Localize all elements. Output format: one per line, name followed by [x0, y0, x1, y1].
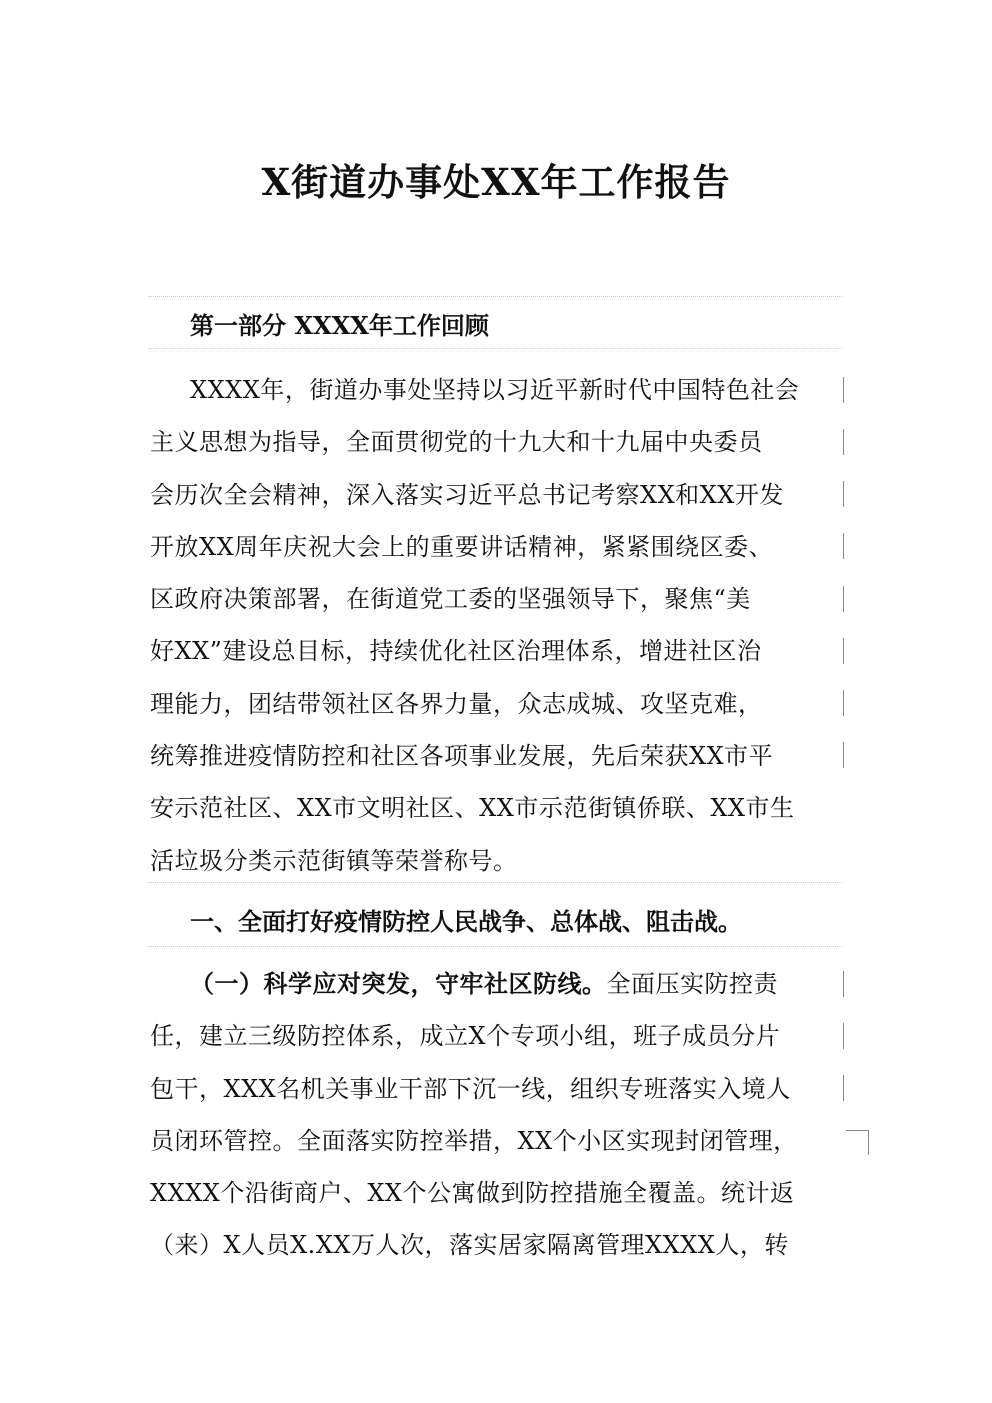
paragraph-line: 活垃圾分类示范街镇等荣誉称号。 [150, 846, 518, 875]
paragraph-line: XXXX年，街道办事处坚持以习近平新时代中国特色社会 [190, 376, 800, 404]
margin-mark [843, 586, 844, 612]
paragraph-text: 全面压实防控责 [606, 970, 778, 998]
paragraph-line: 理能力，团结带领社区各界力量，众志成城、攻坚克难， [150, 689, 763, 718]
margin-mark [843, 971, 844, 997]
paragraph-line: 开放XX周年庆祝大会上的重要讲话精神，紧紧围绕区委、 [150, 532, 774, 561]
paragraph-line: 安示范社区、XX市文明社区、XX市示范街镇侨联、XX市生 [150, 794, 795, 823]
divider [148, 296, 842, 297]
paragraph-line: 包干，XXX名机关事业干部下沉一线，组织专班落实入境人 [150, 1074, 791, 1103]
paragraph-line: 好XX”建设总目标，持续优化社区治理体系，增进社区治 [150, 637, 762, 666]
margin-mark [843, 481, 844, 507]
paragraph-line: 任，建立三级防控体系，成立X个专项小组，班子成员分片 [150, 1022, 781, 1051]
margin-corner-mark [846, 1130, 869, 1155]
margin-mark [843, 742, 844, 768]
paragraph-line: 统筹推进疫情防控和社区各项事业发展，先后荣获XX市平 [150, 742, 774, 771]
intro-paragraph [150, 364, 850, 887]
paragraph-line: 主义思想为指导，全面贯彻党的十九大和十九届中央委员 [150, 428, 763, 457]
margin-mark [843, 377, 844, 403]
subsection-lead: （一）科学应对突发，守牢社区防线。 [190, 969, 607, 998]
paragraph-line [150, 958, 850, 1010]
divider [148, 348, 842, 349]
margin-mark [843, 1023, 844, 1049]
margin-mark [843, 533, 844, 559]
paragraph-line: XXXX个沿街商户、XX个公寓做到防控措施全覆盖。统计返 [150, 1179, 795, 1208]
margin-mark [843, 429, 844, 455]
document-title: X街道办事处XX年工作报告 [261, 160, 731, 204]
margin-mark [843, 1075, 844, 1101]
divider [148, 882, 842, 883]
margin-mark [843, 638, 844, 664]
paragraph-line: 区政府决策部署，在街道党工委的坚强领导下，聚焦“美 [150, 585, 751, 614]
margin-mark [843, 690, 844, 716]
section-heading: 一、全面打好疫情防控人民战争、总体战、阻击战。 [190, 907, 742, 936]
paragraph-line: （来）X人员X.XX万人次，落实居家隔离管理XXXX人，转 [150, 1231, 789, 1260]
paragraph-line: 会历次全会精神，深入落实习近平总书记考察XX和XX开发 [150, 480, 784, 509]
divider [148, 946, 842, 947]
subsection-paragraph [150, 958, 850, 1272]
part-heading: 第一部分 XXXX年工作回顾 [190, 311, 489, 340]
paragraph-line: 员闭环管控。全面落实防控举措，XX个小区实现封闭管理， [150, 1126, 798, 1155]
